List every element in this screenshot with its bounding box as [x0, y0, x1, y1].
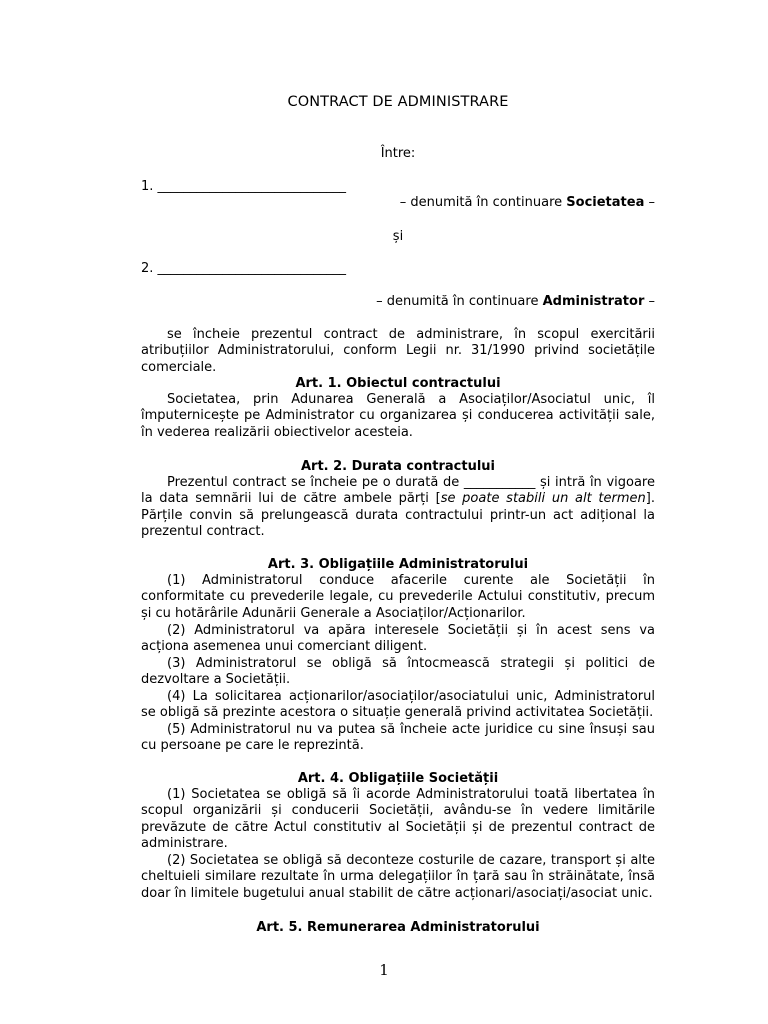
art3-item-4: (4) La solicitarea acționarilor/asociaților/asociatului unic, Administratorul se obligă să prezinte acestora o situație generală privind activitatea Societății.: [141, 689, 655, 721]
party1-designation: [400, 195, 655, 211]
party2-designation-name: Administrator: [542, 294, 645, 309]
art4-item-2: (2) Societatea se obligă să deconteze costurile de cazare, transport și alte cheltuieli similare rezultate în urma delegațiilor în țară sau în străinătate, însă doar în limitele bugetului anual stabilit de către acționari/asociați/asociat unic.: [141, 853, 655, 901]
intro-paragraph: se încheie prezentul contract de administrare, în scopul exercitării atribuțiilor Administratorului, conform Legii nr. 31/1990 privind societățile comerciale.: [141, 327, 655, 375]
party2-blank-line: 2. _____________________________: [141, 261, 347, 276]
between-label: Între:: [380, 146, 416, 161]
party2-designation-dash: –: [644, 294, 655, 309]
page-number: 1: [379, 961, 389, 979]
art3-item-1: (1) Administratorul conduce afacerile curente ale Societății în conformitate cu prevederile legale, cu prevederile Actului constitutiv, precum și cu hotărârile Adunării Generale a Asociaților/Acționarilor.: [141, 573, 655, 621]
party1-blank-line: 1. _____________________________: [141, 179, 347, 194]
art2-text-b: ]. Părțile convin să prelungească durata contractului printr-un act adițional la prezentul contract.: [141, 491, 655, 540]
art2-text-a: Prezentul contract se încheie pe o durată de ___________ și intră în vigoare la data semnării lui de către ambele părți [: [141, 475, 655, 507]
party1-designation-name: Societatea: [566, 195, 645, 210]
art4-item-1: (1) Societatea se obligă să îi acorde Administratorului toată libertatea în scopul organizării și conducerii Societății, avându-se în vedere limitările prevăzute de către Actul constitutiv al Societății și de prezentul contract de administrare.: [141, 787, 655, 852]
document-title: CONTRACT DE ADMINISTRARE: [287, 94, 509, 110]
art3-item-3: (3) Administratorul se obligă să întocmească strategii și politici de dezvoltare a Societății.: [141, 656, 655, 688]
art2-paragraph: [141, 475, 655, 541]
art3-item-2: (2) Administratorul va apăra interesele Societății și în acest sens va acționa asemenea unui comerciant diligent.: [141, 623, 655, 655]
art2-heading: Art. 2. Durata contractului: [300, 459, 496, 474]
party1-designation-text: – denumită în continuare: [399, 195, 567, 210]
party1-designation-dash: –: [644, 195, 655, 210]
art1-heading: Art. 1. Obiectul contractului: [295, 376, 501, 391]
art2-text-italic: se poate stabili un alt termen: [440, 491, 646, 507]
art3-item-5: (5) Administratorul nu va putea să încheie acte juridice cu sine însuși sau cu persoane pe care le reprezintă.: [141, 722, 655, 754]
art3-heading: Art. 3. Obligațiile Administratorului: [267, 557, 529, 572]
and-label: și: [392, 229, 404, 244]
party2-designation-text: – denumită în continuare: [376, 294, 543, 309]
art4-heading: Art. 4. Obligațiile Societății: [297, 771, 499, 786]
party2-designation: [376, 294, 655, 310]
art1-paragraph: Societatea, prin Adunarea Generală a Asociaților/Asociatul unic, îl împuternicește pe Administrator cu organizarea și conducerea activității sale, în vederea realizării obiectivelor acesteia.: [141, 392, 655, 440]
art5-heading: Art. 5. Remunerarea Administratorului: [256, 920, 540, 935]
